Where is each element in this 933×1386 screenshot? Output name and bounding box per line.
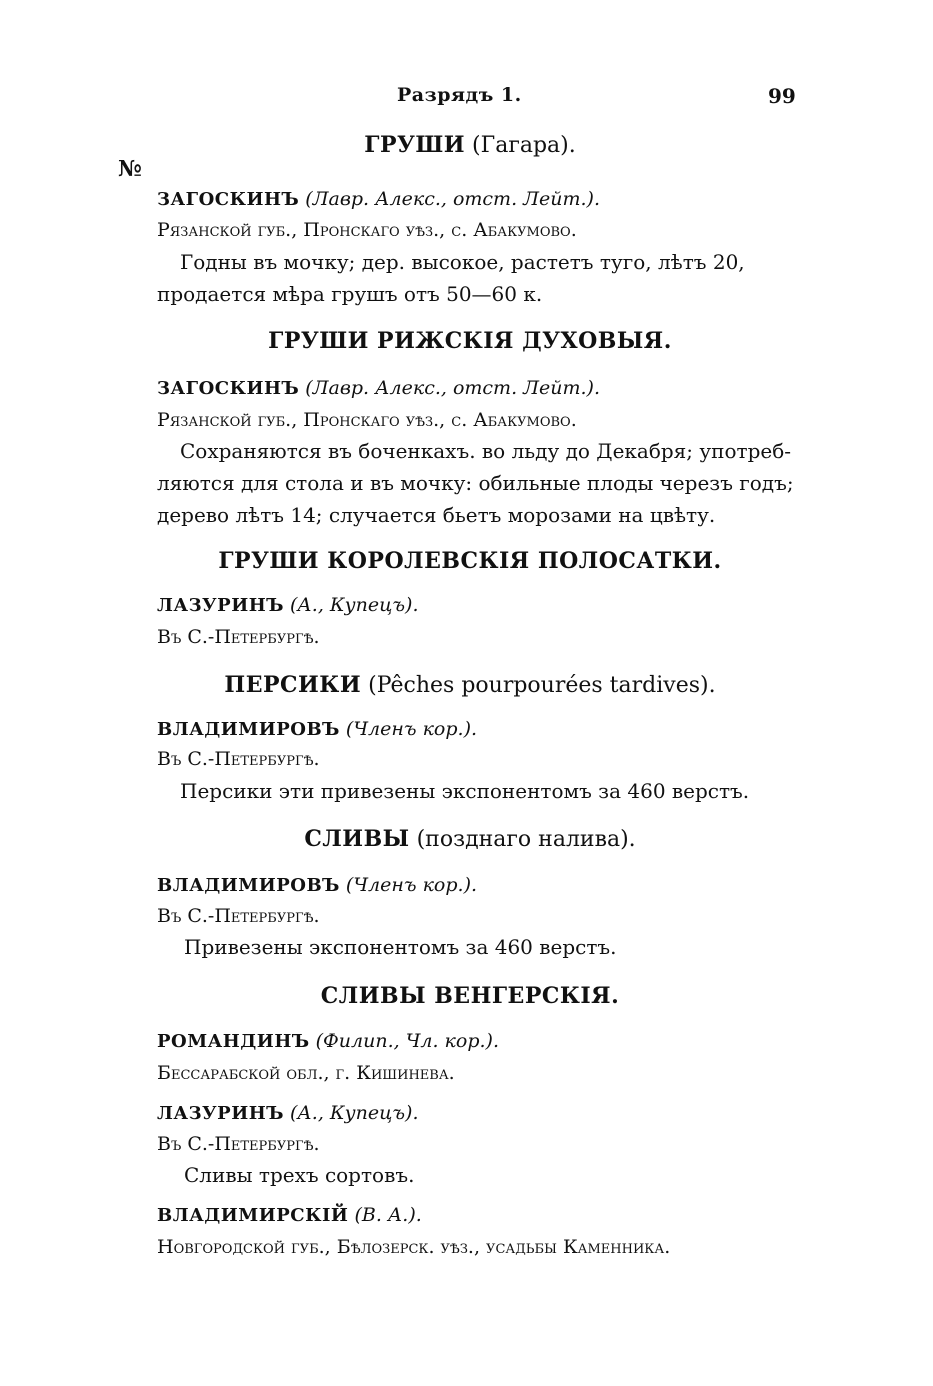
exhibitor-name: РОМАНДИНЪ xyxy=(157,1031,310,1052)
exhibitor-line xyxy=(157,874,477,896)
note-line: ляются для стола и въ мочку: обильные плоды черезъ годъ; xyxy=(157,471,794,495)
note-line: дерево лѣтъ 14; случается бьетъ морозами на цвѣту. xyxy=(157,503,716,527)
exhibitor-place: Въ С.-Петербургѣ. xyxy=(157,748,320,770)
exhibitor-name: ЛАЗУРИНЪ xyxy=(157,595,284,616)
exhibitor-line xyxy=(157,1204,422,1226)
exhibitor-line xyxy=(157,718,477,740)
section-subtitle: (Гагара). xyxy=(472,133,576,158)
exhibitor-line xyxy=(157,377,600,399)
section-title: ГРУШИ РИЖСКІЯ ДУХОВЫЯ. xyxy=(268,328,672,354)
exhibitor-name: ЗАГОСКИНЪ xyxy=(157,378,300,399)
page-number: 99 xyxy=(768,84,796,108)
exhibitor-name: ВЛАДИМИРСКІЙ xyxy=(157,1205,349,1226)
exhibitor-place: Рязанской губ., Пронскаго уѣз., с. Абакумово. xyxy=(157,409,577,431)
section-heading xyxy=(150,548,790,574)
exhibitor-name: ВЛАДИМИРОВЪ xyxy=(157,875,340,896)
exhibitor-rank: (А., Купецъ). xyxy=(283,1102,419,1124)
exhibitor-place: Въ С.-Петербургѣ. xyxy=(157,626,320,648)
exhibitor-place: Новгородской губ., Бѣлозерск. уѣз., усадьбы Каменника. xyxy=(157,1236,671,1258)
note-line: Сливы трехъ сортовъ. xyxy=(184,1163,415,1187)
note-line: Сохраняются въ боченкахъ. во льду до Декабря; употреб- xyxy=(180,439,792,463)
section-heading xyxy=(150,672,790,698)
number-mark: № xyxy=(118,156,142,182)
section-heading xyxy=(150,983,790,1009)
section-subtitle: (позднаго налива). xyxy=(416,827,636,852)
section-title: ГРУШИ xyxy=(364,132,466,158)
exhibitor-rank: (Лавр. Алекс., отст. Лейт.). xyxy=(299,188,600,210)
note-line: продается мѣра грушъ отъ 50—60 к. xyxy=(157,282,543,306)
exhibitor-rank: (Лавр. Алекс., отст. Лейт.). xyxy=(299,377,600,399)
exhibitor-line xyxy=(157,1030,499,1052)
exhibitor-name: ЗАГОСКИНЪ xyxy=(157,189,300,210)
exhibitor-line xyxy=(157,594,418,616)
section-subtitle: (Pêches pourpourées tardives). xyxy=(368,673,716,698)
exhibitor-rank: (Членъ кор.). xyxy=(339,718,478,740)
section-title: СЛИВЫ xyxy=(304,826,410,852)
section-heading xyxy=(150,328,790,354)
exhibitor-place: Рязанской губ., Пронскаго уѣз., с. Абакумово. xyxy=(157,219,577,241)
section-heading xyxy=(150,826,790,852)
running-head: Разрядъ 1. xyxy=(397,84,522,106)
section-title: СЛИВЫ ВЕНГЕРСКІЯ. xyxy=(320,983,620,1009)
exhibitor-rank: (В. А.). xyxy=(348,1204,422,1226)
exhibitor-place: Въ С.-Петербургѣ. xyxy=(157,905,320,927)
section-title: ГРУШИ КОРОЛЕВСКІЯ ПОЛОСАТКИ. xyxy=(218,548,722,574)
note-line: Привезены экспонентомъ за 460 верстъ. xyxy=(184,935,617,959)
exhibitor-place: Бессарабской обл., г. Кишинева. xyxy=(157,1062,455,1084)
exhibitor-rank: (Членъ кор.). xyxy=(339,874,478,896)
section-title: ПЕРСИКИ xyxy=(224,672,362,698)
section-heading xyxy=(150,132,790,158)
note-line: Годны въ мочку; дер. высокое, растетъ туго, лѣтъ 20, xyxy=(180,250,745,274)
exhibitor-name: ЛАЗУРИНЪ xyxy=(157,1103,284,1124)
exhibitor-line xyxy=(157,1102,418,1124)
exhibitor-name: ВЛАДИМИРОВЪ xyxy=(157,719,340,740)
exhibitor-rank: (Филип., Чл. кор.). xyxy=(309,1030,499,1052)
exhibitor-place: Въ С.-Петербургѣ. xyxy=(157,1133,320,1155)
exhibitor-line xyxy=(157,188,600,210)
exhibitor-rank: (А., Купецъ). xyxy=(283,594,419,616)
note-line: Персики эти привезены экспонентомъ за 460 верстъ. xyxy=(180,779,750,803)
